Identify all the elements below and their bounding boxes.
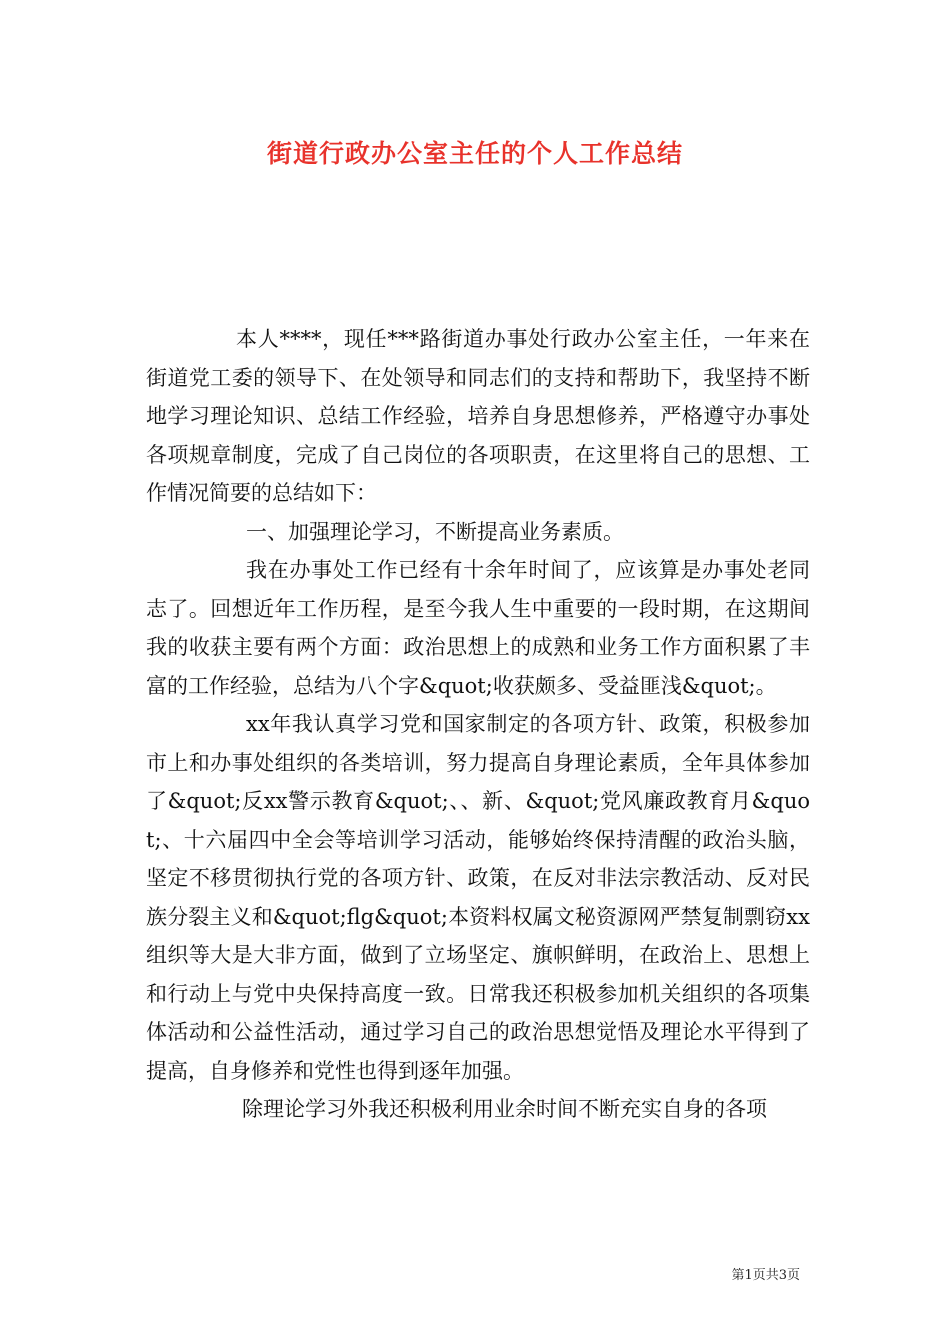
page-number: 第1页共3页	[731, 1268, 800, 1283]
document-title: 街道行政办公室主任的个人工作总结	[266, 139, 683, 168]
paragraph-experience: 我在办事处工作已经有十余年时间了，应该算是办事处老同志了。回想近年工作历程，是至今我人生中重要的一段时期，在这期间我的收获主要有两个方面：政治思想上的成熟和业务工作方面积累了丰富的工作经验，总结为八个字&quot;收获颇多、受益匪浅&quot;。	[146, 558, 810, 698]
paragraph-intro: 本人****，现任***路街道办事处行政办公室主任，一年来在街道党工委的领导下、在处领导和同志们的支持和帮助下，我坚持不断地学习理论知识、总结工作经验，培养自身思想修养，严格遵守办事处各项规章制度，完成了自己岗位的各项职责，在这里将自己的思想、工作情况简要的总结如下：	[146, 327, 810, 505]
paragraph-continued: 除理论学习外我还积极利用业余时间不断充实自身的各项	[242, 1097, 767, 1121]
document-body	[146, 320, 810, 1129]
section-heading-1: 一、加强理论学习，不断提高业务素质。	[246, 519, 624, 544]
paragraph-study: xx年我认真学习党和国家制定的各项方针、政策，积极参加市上和办事处组织的各类培训，努力提高自身理论素质，全年具体参加了&quot;反xx警示教育&quot;、、新、&quot;党风廉政教育月&quot;、十六届四中全会等培训学习活动，能够始终保持清醒的政治头脑，坚定不移贯彻执行党的各项方针、政策，在反对非法宗教活动、反对民族分裂主义和&quot;flg&quot;本资料权属文秘资源网严禁复制剽窃xx组织等大是大非方面，做到了立场坚定、旗帜鲜明，在政治上、思想上和行动上与党中央保持高度一致。日常我还积极参加机关组织的各项集体活动和公益性活动，通过学习自己的政治思想觉悟及理论水平得到了提高，自身修养和党性也得到逐年加强。	[146, 712, 810, 1083]
